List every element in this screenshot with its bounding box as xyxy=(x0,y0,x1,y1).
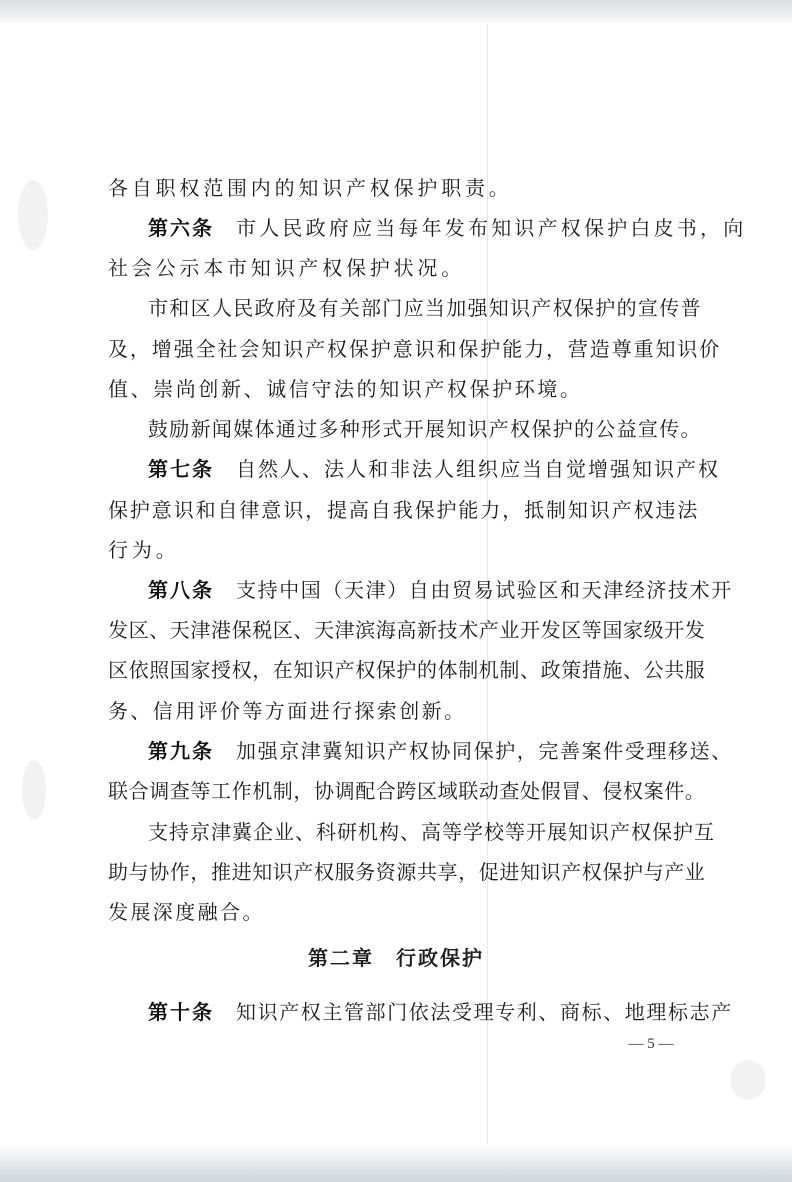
line-text: 市和区人民政府及有关部门应当加强知识产权保护的宣传普 xyxy=(148,296,702,320)
line-text: 知识产权主管部门依法受理专利、商标、地理标志产 xyxy=(236,1000,733,1024)
article-6-heading: 第六条 xyxy=(148,216,214,240)
line-text: 发展深度融合。 xyxy=(108,900,265,924)
body-line xyxy=(148,294,702,322)
body-line xyxy=(108,254,698,282)
body-line xyxy=(108,174,698,202)
page-number: — 5 — xyxy=(628,1036,674,1052)
scan-blemish xyxy=(730,1060,766,1100)
line-text: 自然人、法人和非法人组织应当自觉增强知识产权 xyxy=(236,457,720,481)
body-line xyxy=(108,656,706,684)
chapter-title: 行政保护 xyxy=(396,946,484,970)
line-text: 值、崇尚创新、诚信守法的知识产权保护环境。 xyxy=(108,377,583,401)
body-line xyxy=(108,777,706,805)
line-text: 社会公示本市知识产权保护状况。 xyxy=(108,256,465,280)
line-text: 发区、天津港保税区、天津滨海高新技术产业开发区等国家级开发 xyxy=(108,618,706,642)
article-6-line xyxy=(148,214,747,242)
line-text: 区依照国家授权，在知识产权保护的体制机制、政策措施、公共服 xyxy=(108,658,706,682)
body-line xyxy=(108,496,698,524)
line-text: 保护意识和自律意识，提高自我保护能力，抵制知识产权违法 xyxy=(108,498,700,522)
article-7-line xyxy=(148,455,720,483)
scan-blemish xyxy=(18,180,48,250)
line-text: 各自职权范围内的知识产权保护职责。 xyxy=(108,176,513,200)
body-line xyxy=(108,536,698,564)
line-text: 加强京津冀知识产权协同保护，完善案件受理移送、 xyxy=(236,739,733,763)
body-line xyxy=(108,335,722,363)
line-text: 鼓励新闻媒体通过多种形式开展知识产权保护的公益宣传。 xyxy=(148,417,702,441)
line-text: 市人民政府应当每年发布知识产权保护白皮书，向 xyxy=(236,216,747,240)
line-text: 支持京津冀企业、科研机构、高等学校等开展知识产权保护互 xyxy=(148,820,715,844)
body-line xyxy=(148,415,702,443)
line-text: 行为。 xyxy=(108,538,180,562)
scan-bottom-edge xyxy=(0,1144,792,1182)
scan-top-edge xyxy=(0,0,792,24)
article-9-line xyxy=(148,737,733,765)
line-text: 支持中国（天津）自由贸易试验区和天津经济技术开 xyxy=(236,578,733,602)
article-8-line xyxy=(148,576,733,604)
chapter-number: 第二章 xyxy=(308,946,374,970)
body-line xyxy=(148,818,715,846)
body-line xyxy=(108,616,706,644)
article-9-heading: 第九条 xyxy=(148,739,214,763)
chapter-heading xyxy=(0,944,792,972)
body-line xyxy=(108,375,698,403)
body-line xyxy=(108,697,698,725)
article-8-heading: 第八条 xyxy=(148,578,214,602)
line-text: 助与协作，推进知识产权服务资源共享，促进知识产权保护与产业 xyxy=(108,860,706,884)
body-line xyxy=(108,858,706,886)
scan-blemish xyxy=(22,760,46,820)
body-line xyxy=(108,898,698,926)
line-text: 及，增强全社会知识产权保护意识和保护能力，营造尊重知识价 xyxy=(108,337,722,361)
article-7-heading: 第七条 xyxy=(148,457,214,481)
line-text: 联合调查等工作机制，协调配合跨区域联动查处假冒、侵权案件。 xyxy=(108,779,706,803)
line-text: 务、信用评价等方面进行探索创新。 xyxy=(108,699,467,723)
article-10-line xyxy=(148,998,733,1026)
article-10-heading: 第十条 xyxy=(148,1000,214,1024)
